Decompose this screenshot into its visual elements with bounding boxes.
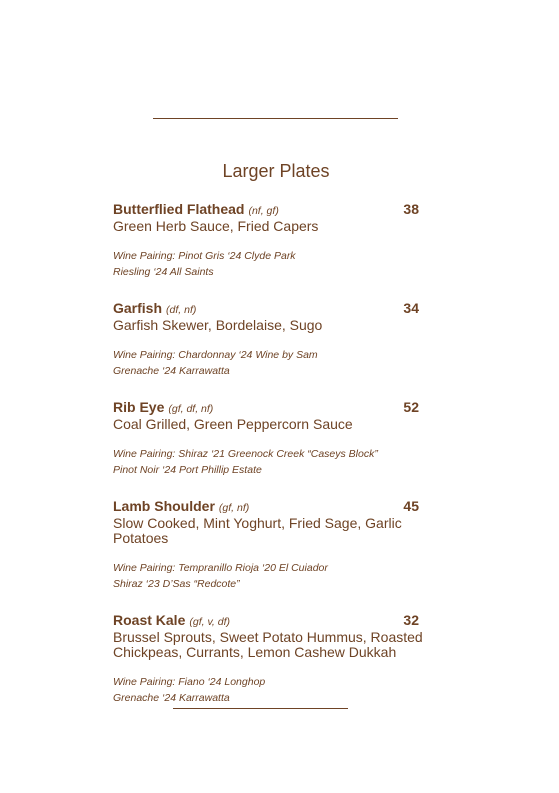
dish-list: [113, 201, 433, 726]
dish-header: [113, 612, 419, 630]
dish-item: [113, 612, 433, 706]
wine-pairing: Riesling ‘24 All Saints: [113, 266, 214, 278]
dish-header: [113, 201, 419, 219]
dish-name: Lamb Shoulder: [113, 498, 215, 514]
wine-pairing: Wine Pairing: Fiano ‘24 Longhop: [113, 676, 266, 688]
dish-price: 34: [403, 300, 419, 316]
dish-dietary-tags: (gf, df, nf): [168, 403, 214, 415]
bottom-divider: [173, 708, 348, 709]
dish-name: Garfish: [113, 300, 163, 316]
section-title: Larger Plates: [222, 161, 330, 181]
wine-pairing: Grenache ‘24 Karrawatta: [113, 365, 230, 377]
wine-pairing: Wine Pairing: Tempranillo Rioja ‘20 El Cuiador: [113, 562, 328, 574]
dish-dietary-tags: (df, nf): [166, 304, 197, 316]
wine-pairing: Wine Pairing: Pinot Gris ‘24 Clyde Park: [113, 250, 296, 262]
dish-price: 45: [403, 498, 419, 514]
dish-price: 32: [403, 612, 419, 628]
dish-name: Roast Kale: [113, 612, 186, 628]
dish-header: [113, 498, 419, 516]
dish-name: Rib Eye: [113, 399, 165, 415]
dish-title: [113, 201, 279, 219]
dish-dietary-tags: (gf, v, df): [189, 616, 231, 628]
dish-description: Brussel Sprouts, Sweet Potato Hummus, Roasted Chickpeas, Currants, Lemon Cashew Dukkah: [113, 629, 423, 660]
dish-description: Slow Cooked, Mint Yoghurt, Fried Sage, Garlic Potatoes: [113, 515, 402, 546]
wine-pairings: [113, 347, 433, 379]
wine-pairings: [113, 560, 433, 592]
dish-item: [113, 498, 433, 592]
dish-title: [113, 612, 230, 630]
dish-item: [113, 300, 433, 379]
wine-pairing: Wine Pairing: Shiraz ‘21 Greenock Creek “Caseys Block”: [113, 448, 378, 460]
wine-pairings: [113, 446, 433, 478]
dish-title: [113, 399, 213, 417]
dish-dietary-tags: (gf, nf): [218, 502, 250, 514]
dish-item: [113, 201, 433, 280]
dish-description: Garfish Skewer, Bordelaise, Sugo: [113, 317, 323, 333]
dish-price: 52: [403, 399, 419, 415]
dish-price: 38: [403, 201, 419, 217]
top-divider: [153, 118, 398, 119]
wine-pairing: Wine Pairing: Chardonnay ‘24 Wine by Sam: [113, 349, 318, 361]
wine-pairing: Pinot Noir ‘24 Port Phillip Estate: [113, 464, 262, 476]
dish-header: [113, 300, 419, 318]
wine-pairing: Grenache ‘24 Karrawatta: [113, 692, 230, 704]
dish-title: [113, 498, 249, 516]
wine-pairing: Shiraz ‘23 D’Sas “Redcote”: [113, 578, 240, 590]
dish-title: [113, 300, 196, 318]
wine-pairings: [113, 674, 433, 706]
dish-name: Butterflied Flathead: [113, 201, 245, 217]
dish-dietary-tags: (nf, gf): [248, 205, 279, 217]
dish-header: [113, 399, 419, 417]
dish-description: Green Herb Sauce, Fried Capers: [113, 218, 319, 234]
wine-pairings: [113, 248, 433, 280]
dish-item: [113, 399, 433, 478]
dish-description: Coal Grilled, Green Peppercorn Sauce: [113, 416, 353, 432]
